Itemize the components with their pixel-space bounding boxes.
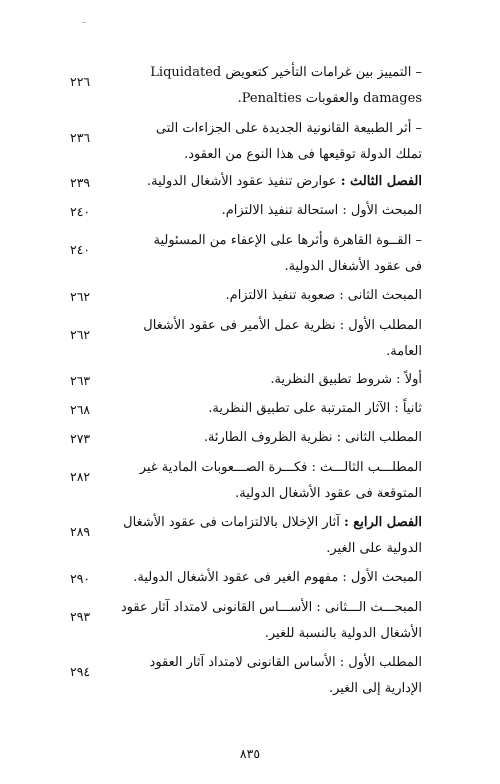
toc-page-number: ٢٤٠ — [70, 242, 91, 257]
toc-page-number: ٢٩٠ — [70, 571, 91, 586]
toc-line: المطلب الثانى : نظرية الظروف الطارئة. — [203, 430, 422, 445]
toc-page-number: ٢٩٤ — [70, 664, 91, 679]
toc-line: damages والعقوبات Penalties. — [237, 91, 422, 106]
toc-page-number: ٢٣٦ — [70, 130, 91, 145]
toc-page-number: ٢٨٩ — [70, 524, 91, 539]
toc-page-number: ٢٢٦ — [70, 74, 91, 89]
toc-line: – التمييز بين غرامات التأخير كتعويض Liquidated — [150, 65, 422, 80]
toc-line: المبحث الأول : مفهوم الغير فى عقود الأشغال الدولية. — [133, 570, 422, 585]
chapter-title: آثار الإخلال بالالتزامات فى عقود الأشغال — [123, 515, 340, 530]
chapter-title: عوارض تنفيذ عقود الأشغال الدولية. — [146, 174, 337, 189]
toc-line: المبحث الأول : استحالة تنفيذ الالتزام. — [221, 203, 422, 218]
toc-line: الدولية على الغير. — [326, 541, 422, 556]
toc-line: أولاً : شروط تطبيق النظرية. — [270, 372, 422, 387]
toc-line: المطلـــب الثالـــث : فكـــرة الصـــعوبات المادية غير — [139, 460, 422, 475]
toc-line: المطلب الأول : الأساس القانونى لامتداد آثار العقود — [149, 655, 422, 670]
footer-page-number: ٨٣٥ — [239, 746, 261, 761]
toc-line: المبحث الثانى : صعوبة تنفيذ الالتزام. — [225, 288, 422, 303]
toc-line: – القــوة القاهرة وأثرها على الإعفاء من المسئولية — [153, 233, 422, 248]
toc-page-number: ٢٣٩ — [70, 175, 91, 190]
toc-line: المتوقعة فى عقود الأشغال الدولية. — [235, 486, 422, 501]
toc-page-number: ٢٧٣ — [70, 431, 91, 446]
chapter-label: الفصل الثالث : — [340, 174, 422, 189]
toc-line: الأشغال الدولية بالنسبة للغير. — [264, 626, 422, 641]
toc-line: المبحـــث الـــثانى : الأســـاس القانونى لامتداد آثار عقود — [120, 600, 422, 615]
toc-page-number: ٢٦٢ — [70, 327, 91, 342]
toc-page-number: ٢٨٢ — [70, 469, 91, 484]
toc-line: العامة. — [386, 344, 422, 359]
toc-page-number: ٢٤٠ — [70, 204, 91, 219]
corner-mark — [82, 22, 86, 23]
toc-line: فى عقود الأشغال الدولية. — [284, 259, 422, 274]
toc-line: المطلب الأول : نظرية عمل الأمير فى عقود الأشغال — [143, 318, 422, 333]
toc-line — [110, 510, 422, 536]
toc-page-number: ٢٦٣ — [70, 373, 91, 388]
toc-page-number: ٢٩٣ — [70, 609, 91, 624]
toc-line: ثانياً : الآثار المترتبة على تطبيق النظرية. — [208, 401, 422, 416]
toc-line: الإدارية إلى الغير. — [328, 681, 422, 696]
toc-line — [110, 169, 422, 195]
toc-line: تملك الدولة توقيعها فى هذا النوع من العقود. — [184, 147, 422, 162]
toc-page-number: ٢٦٨ — [70, 402, 91, 417]
toc-line: – أثر الطبيعة القانونية الجديدة على الجزاءات التى — [155, 121, 422, 136]
toc-page-number: ٢٦٢ — [70, 289, 91, 304]
chapter-label: الفصل الرابع : — [343, 515, 422, 530]
